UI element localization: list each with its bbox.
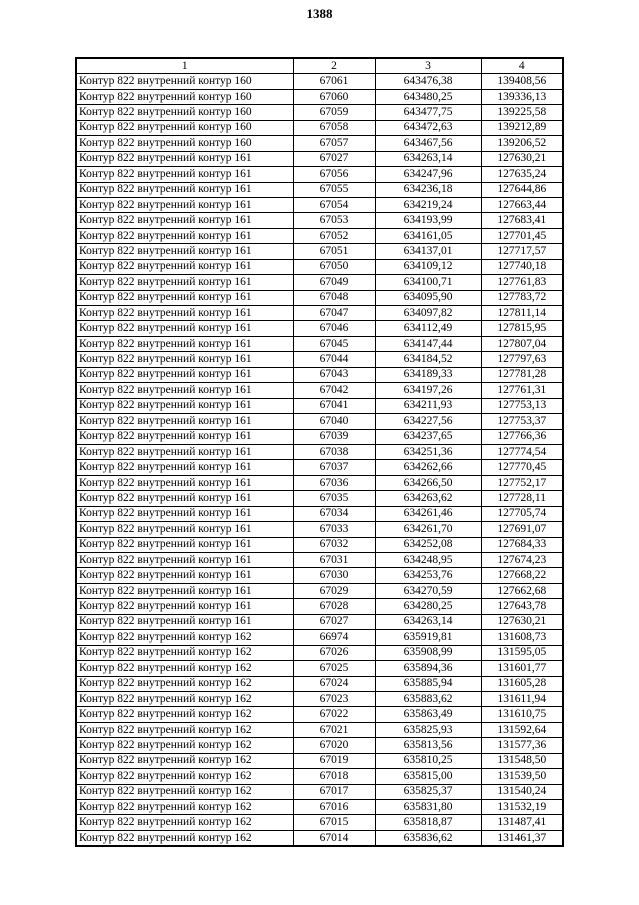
x-coordinate-cell: 635863,49 <box>375 707 481 722</box>
point-number-cell: 67044 <box>293 352 375 367</box>
table-header-row <box>76 58 563 74</box>
point-number-cell: 67060 <box>293 89 375 104</box>
table-row <box>76 290 563 305</box>
x-coordinate-cell: 634263,62 <box>375 491 481 506</box>
contour-name-cell: Контур 822 внутренний контур 161 <box>76 259 293 274</box>
y-coordinate-cell: 131540,24 <box>481 784 563 799</box>
x-coordinate-cell: 643472,63 <box>375 120 481 135</box>
point-number-cell: 67042 <box>293 383 375 398</box>
table-row <box>76 460 563 475</box>
y-coordinate-cell: 127740,18 <box>481 259 563 274</box>
x-coordinate-cell: 634189,33 <box>375 367 481 382</box>
y-coordinate-cell: 131605,28 <box>481 676 563 691</box>
table-row <box>76 645 563 660</box>
contour-name-cell: Контур 822 внутренний контур 162 <box>76 830 293 846</box>
table-row <box>76 74 563 89</box>
table-row <box>76 136 563 151</box>
contour-name-cell: Контур 822 внутренний контур 162 <box>76 815 293 830</box>
contour-name-cell: Контур 822 внутренний контур 161 <box>76 367 293 382</box>
x-coordinate-cell: 634197,26 <box>375 383 481 398</box>
x-coordinate-cell: 635908,99 <box>375 645 481 660</box>
table-row <box>76 367 563 382</box>
table-row <box>76 244 563 259</box>
x-coordinate-cell: 634097,82 <box>375 306 481 321</box>
contour-name-cell: Контур 822 внутренний контур 161 <box>76 537 293 552</box>
x-coordinate-cell: 634211,93 <box>375 398 481 413</box>
contour-name-cell: Контур 822 внутренний контур 161 <box>76 414 293 429</box>
contour-name-cell: Контур 822 внутренний контур 161 <box>76 290 293 305</box>
contour-name-cell: Контур 822 внутренний контур 161 <box>76 444 293 459</box>
table-row <box>76 722 563 737</box>
point-number-cell: 67059 <box>293 105 375 120</box>
point-number-cell: 67027 <box>293 614 375 629</box>
point-number-cell: 67052 <box>293 228 375 243</box>
contour-name-cell: Контур 822 внутренний контур 161 <box>76 475 293 490</box>
x-coordinate-cell: 634263,14 <box>375 614 481 629</box>
contour-name-cell: Контур 822 внутренний контур 160 <box>76 105 293 120</box>
table-row <box>76 830 563 846</box>
x-coordinate-cell: 634236,18 <box>375 182 481 197</box>
contour-name-cell: Контур 822 внутренний контур 161 <box>76 398 293 413</box>
y-coordinate-cell: 127761,31 <box>481 383 563 398</box>
x-coordinate-cell: 634227,56 <box>375 414 481 429</box>
x-coordinate-cell: 643467,56 <box>375 136 481 151</box>
point-number-cell: 67045 <box>293 336 375 351</box>
point-number-cell: 67015 <box>293 815 375 830</box>
x-coordinate-cell: 634263,14 <box>375 151 481 166</box>
y-coordinate-cell: 131548,50 <box>481 753 563 768</box>
y-coordinate-cell: 139212,89 <box>481 120 563 135</box>
y-coordinate-cell: 131611,94 <box>481 691 563 706</box>
table-row <box>76 321 563 336</box>
x-coordinate-cell: 634147,44 <box>375 336 481 351</box>
table-row <box>76 738 563 753</box>
contour-name-cell: Контур 822 внутренний контур 162 <box>76 661 293 676</box>
contour-name-cell: Контур 822 внутренний контур 162 <box>76 722 293 737</box>
x-coordinate-cell: 643476,38 <box>375 74 481 89</box>
x-coordinate-cell: 634237,65 <box>375 429 481 444</box>
point-number-cell: 67027 <box>293 151 375 166</box>
y-coordinate-cell: 127761,83 <box>481 275 563 290</box>
contour-name-cell: Контур 822 внутренний контур 161 <box>76 167 293 182</box>
contour-name-cell: Контур 822 внутренний контур 161 <box>76 352 293 367</box>
y-coordinate-cell: 131592,64 <box>481 722 563 737</box>
contour-name-cell: Контур 822 внутренний контур 161 <box>76 614 293 629</box>
contour-name-cell: Контур 822 внутренний контур 160 <box>76 136 293 151</box>
contour-name-cell: Контур 822 внутренний контур 161 <box>76 306 293 321</box>
point-number-cell: 67047 <box>293 306 375 321</box>
y-coordinate-cell: 127753,13 <box>481 398 563 413</box>
table-row <box>76 784 563 799</box>
contour-name-cell: Контур 822 внутренний контур 162 <box>76 753 293 768</box>
contour-name-cell: Контур 822 внутренний контур 161 <box>76 228 293 243</box>
point-number-cell: 67039 <box>293 429 375 444</box>
y-coordinate-cell: 127644,86 <box>481 182 563 197</box>
point-number-cell: 67046 <box>293 321 375 336</box>
point-number-cell: 67032 <box>293 537 375 552</box>
contour-name-cell: Контур 822 внутренний контур 161 <box>76 182 293 197</box>
point-number-cell: 67020 <box>293 738 375 753</box>
x-coordinate-cell: 635883,62 <box>375 691 481 706</box>
table-row <box>76 336 563 351</box>
column-header-1: 1 <box>76 58 293 74</box>
point-number-cell: 67041 <box>293 398 375 413</box>
point-number-cell: 67018 <box>293 769 375 784</box>
contour-name-cell: Контур 822 внутренний контур 161 <box>76 568 293 583</box>
table-row <box>76 383 563 398</box>
y-coordinate-cell: 131461,37 <box>481 830 563 846</box>
table-row <box>76 275 563 290</box>
point-number-cell: 67033 <box>293 522 375 537</box>
x-coordinate-cell: 635919,81 <box>375 630 481 645</box>
x-coordinate-cell: 634184,52 <box>375 352 481 367</box>
column-header-4: 4 <box>481 58 563 74</box>
y-coordinate-cell: 127774,54 <box>481 444 563 459</box>
contour-name-cell: Контур 822 внутренний контур 162 <box>76 800 293 815</box>
x-coordinate-cell: 634252,08 <box>375 537 481 552</box>
point-number-cell: 67048 <box>293 290 375 305</box>
table-row <box>76 800 563 815</box>
contour-name-cell: Контур 822 внутренний контур 161 <box>76 244 293 259</box>
point-number-cell: 67014 <box>293 830 375 846</box>
y-coordinate-cell: 127781,28 <box>481 367 563 382</box>
y-coordinate-cell: 131532,19 <box>481 800 563 815</box>
table-row <box>76 89 563 104</box>
x-coordinate-cell: 634109,12 <box>375 259 481 274</box>
point-number-cell: 67055 <box>293 182 375 197</box>
column-header-2: 2 <box>293 58 375 74</box>
contour-name-cell: Контур 822 внутренний контур 162 <box>76 769 293 784</box>
table-row <box>76 414 563 429</box>
contour-name-cell: Контур 822 внутренний контур 161 <box>76 506 293 521</box>
table-row <box>76 815 563 830</box>
x-coordinate-cell: 635836,62 <box>375 830 481 846</box>
coordinates-table <box>75 57 564 847</box>
y-coordinate-cell: 127630,21 <box>481 614 563 629</box>
point-number-cell: 67043 <box>293 367 375 382</box>
point-number-cell: 67056 <box>293 167 375 182</box>
table-row <box>76 167 563 182</box>
point-number-cell: 67058 <box>293 120 375 135</box>
point-number-cell: 67030 <box>293 568 375 583</box>
x-coordinate-cell: 635813,56 <box>375 738 481 753</box>
x-coordinate-cell: 635894,36 <box>375 661 481 676</box>
contour-name-cell: Контур 822 внутренний контур 162 <box>76 784 293 799</box>
y-coordinate-cell: 131577,36 <box>481 738 563 753</box>
point-number-cell: 67028 <box>293 599 375 614</box>
y-coordinate-cell: 127635,24 <box>481 167 563 182</box>
x-coordinate-cell: 635825,93 <box>375 722 481 737</box>
contour-name-cell: Контур 822 внутренний контур 162 <box>76 707 293 722</box>
table-row <box>76 306 563 321</box>
table-row <box>76 398 563 413</box>
x-coordinate-cell: 634112,49 <box>375 321 481 336</box>
y-coordinate-cell: 127797,63 <box>481 352 563 367</box>
contour-name-cell: Контур 822 внутренний контур 161 <box>76 213 293 228</box>
table-row <box>76 182 563 197</box>
y-coordinate-cell: 127766,36 <box>481 429 563 444</box>
y-coordinate-cell: 127674,23 <box>481 553 563 568</box>
y-coordinate-cell: 131539,50 <box>481 769 563 784</box>
point-number-cell: 67022 <box>293 707 375 722</box>
contour-name-cell: Контур 822 внутренний контур 161 <box>76 321 293 336</box>
table-row <box>76 614 563 629</box>
y-coordinate-cell: 139206,52 <box>481 136 563 151</box>
x-coordinate-cell: 635885,94 <box>375 676 481 691</box>
point-number-cell: 67026 <box>293 645 375 660</box>
contour-name-cell: Контур 822 внутренний контур 161 <box>76 553 293 568</box>
contour-name-cell: Контур 822 внутренний контур 162 <box>76 676 293 691</box>
point-number-cell: 67036 <box>293 475 375 490</box>
y-coordinate-cell: 127815,95 <box>481 321 563 336</box>
table-row <box>76 676 563 691</box>
contour-name-cell: Контур 822 внутренний контур 162 <box>76 645 293 660</box>
x-coordinate-cell: 634280,25 <box>375 599 481 614</box>
y-coordinate-cell: 131487,41 <box>481 815 563 830</box>
point-number-cell: 67034 <box>293 506 375 521</box>
y-coordinate-cell: 127643,78 <box>481 599 563 614</box>
y-coordinate-cell: 127701,45 <box>481 228 563 243</box>
contour-name-cell: Контур 822 внутренний контур 161 <box>76 151 293 166</box>
point-number-cell: 67040 <box>293 414 375 429</box>
table-row <box>76 661 563 676</box>
point-number-cell: 67017 <box>293 784 375 799</box>
contour-name-cell: Контур 822 внутренний контур 160 <box>76 120 293 135</box>
contour-name-cell: Контур 822 внутренний контур 162 <box>76 691 293 706</box>
contour-name-cell: Контур 822 внутренний контур 161 <box>76 429 293 444</box>
x-coordinate-cell: 634219,24 <box>375 197 481 212</box>
y-coordinate-cell: 127663,44 <box>481 197 563 212</box>
contour-name-cell: Контур 822 внутренний контур 162 <box>76 738 293 753</box>
table-row <box>76 553 563 568</box>
table-row <box>76 630 563 645</box>
y-coordinate-cell: 127807,04 <box>481 336 563 351</box>
table-row <box>76 429 563 444</box>
x-coordinate-cell: 635815,00 <box>375 769 481 784</box>
point-number-cell: 67038 <box>293 444 375 459</box>
point-number-cell: 66974 <box>293 630 375 645</box>
point-number-cell: 67061 <box>293 74 375 89</box>
x-coordinate-cell: 635818,87 <box>375 815 481 830</box>
point-number-cell: 67054 <box>293 197 375 212</box>
y-coordinate-cell: 127728,11 <box>481 491 563 506</box>
point-number-cell: 67025 <box>293 661 375 676</box>
y-coordinate-cell: 139408,56 <box>481 74 563 89</box>
point-number-cell: 67021 <box>293 722 375 737</box>
contour-name-cell: Контур 822 внутренний контур 161 <box>76 197 293 212</box>
page-number: 1388 <box>306 6 333 21</box>
y-coordinate-cell: 127683,41 <box>481 213 563 228</box>
table-row <box>76 769 563 784</box>
contour-name-cell: Контур 822 внутренний контур 161 <box>76 491 293 506</box>
y-coordinate-cell: 131601,77 <box>481 661 563 676</box>
point-number-cell: 67031 <box>293 553 375 568</box>
table-row <box>76 259 563 274</box>
table-row <box>76 213 563 228</box>
contour-name-cell: Контур 822 внутренний контур 161 <box>76 460 293 475</box>
point-number-cell: 67035 <box>293 491 375 506</box>
table-row <box>76 228 563 243</box>
table-row <box>76 491 563 506</box>
x-coordinate-cell: 634161,05 <box>375 228 481 243</box>
x-coordinate-cell: 634253,76 <box>375 568 481 583</box>
table-row <box>76 151 563 166</box>
contour-name-cell: Контур 822 внутренний контур 161 <box>76 522 293 537</box>
table-row <box>76 475 563 490</box>
table-row <box>76 691 563 706</box>
table-row <box>76 753 563 768</box>
table-row <box>76 105 563 120</box>
x-coordinate-cell: 643477,75 <box>375 105 481 120</box>
point-number-cell: 67023 <box>293 691 375 706</box>
x-coordinate-cell: 634251,36 <box>375 444 481 459</box>
x-coordinate-cell: 634261,70 <box>375 522 481 537</box>
contour-name-cell: Контур 822 внутренний контур 161 <box>76 599 293 614</box>
y-coordinate-cell: 127668,22 <box>481 568 563 583</box>
contour-name-cell: Контур 822 внутренний контур 160 <box>76 74 293 89</box>
y-coordinate-cell: 139225,58 <box>481 105 563 120</box>
point-number-cell: 67029 <box>293 583 375 598</box>
column-header-3: 3 <box>375 58 481 74</box>
y-coordinate-cell: 127662,68 <box>481 583 563 598</box>
x-coordinate-cell: 635831,80 <box>375 800 481 815</box>
contour-name-cell: Контур 822 внутренний контур 161 <box>76 275 293 290</box>
table-row <box>76 583 563 598</box>
table-row <box>76 537 563 552</box>
x-coordinate-cell: 634266,50 <box>375 475 481 490</box>
table-row <box>76 197 563 212</box>
y-coordinate-cell: 127630,21 <box>481 151 563 166</box>
y-coordinate-cell: 139336,13 <box>481 89 563 104</box>
table-row <box>76 568 563 583</box>
point-number-cell: 67057 <box>293 136 375 151</box>
contour-name-cell: Контур 822 внутренний контур 162 <box>76 630 293 645</box>
table-row <box>76 352 563 367</box>
table-row <box>76 444 563 459</box>
x-coordinate-cell: 634247,96 <box>375 167 481 182</box>
table-row <box>76 120 563 135</box>
table-body <box>76 74 563 846</box>
table-row <box>76 522 563 537</box>
y-coordinate-cell: 131610,75 <box>481 707 563 722</box>
x-coordinate-cell: 634100,71 <box>375 275 481 290</box>
point-number-cell: 67053 <box>293 213 375 228</box>
x-coordinate-cell: 634270,59 <box>375 583 481 598</box>
contour-name-cell: Контур 822 внутренний контур 161 <box>76 383 293 398</box>
table-row <box>76 707 563 722</box>
y-coordinate-cell: 131608,73 <box>481 630 563 645</box>
x-coordinate-cell: 643480,25 <box>375 89 481 104</box>
point-number-cell: 67049 <box>293 275 375 290</box>
x-coordinate-cell: 634095,90 <box>375 290 481 305</box>
y-coordinate-cell: 127752,17 <box>481 475 563 490</box>
table-row <box>76 506 563 521</box>
x-coordinate-cell: 635810,25 <box>375 753 481 768</box>
x-coordinate-cell: 634137,01 <box>375 244 481 259</box>
y-coordinate-cell: 131595,05 <box>481 645 563 660</box>
x-coordinate-cell: 634248,95 <box>375 553 481 568</box>
x-coordinate-cell: 634261,46 <box>375 506 481 521</box>
y-coordinate-cell: 127717,57 <box>481 244 563 259</box>
x-coordinate-cell: 634262,66 <box>375 460 481 475</box>
y-coordinate-cell: 127753,37 <box>481 414 563 429</box>
y-coordinate-cell: 127770,45 <box>481 460 563 475</box>
x-coordinate-cell: 634193,99 <box>375 213 481 228</box>
y-coordinate-cell: 127684,33 <box>481 537 563 552</box>
point-number-cell: 67037 <box>293 460 375 475</box>
table-row <box>76 599 563 614</box>
y-coordinate-cell: 127811,14 <box>481 306 563 321</box>
contour-name-cell: Контур 822 внутренний контур 161 <box>76 583 293 598</box>
point-number-cell: 67019 <box>293 753 375 768</box>
point-number-cell: 67016 <box>293 800 375 815</box>
point-number-cell: 67024 <box>293 676 375 691</box>
contour-name-cell: Контур 822 внутренний контур 160 <box>76 89 293 104</box>
y-coordinate-cell: 127691,07 <box>481 522 563 537</box>
point-number-cell: 67051 <box>293 244 375 259</box>
contour-name-cell: Контур 822 внутренний контур 161 <box>76 336 293 351</box>
x-coordinate-cell: 635825,37 <box>375 784 481 799</box>
y-coordinate-cell: 127705,74 <box>481 506 563 521</box>
point-number-cell: 67050 <box>293 259 375 274</box>
y-coordinate-cell: 127783,72 <box>481 290 563 305</box>
